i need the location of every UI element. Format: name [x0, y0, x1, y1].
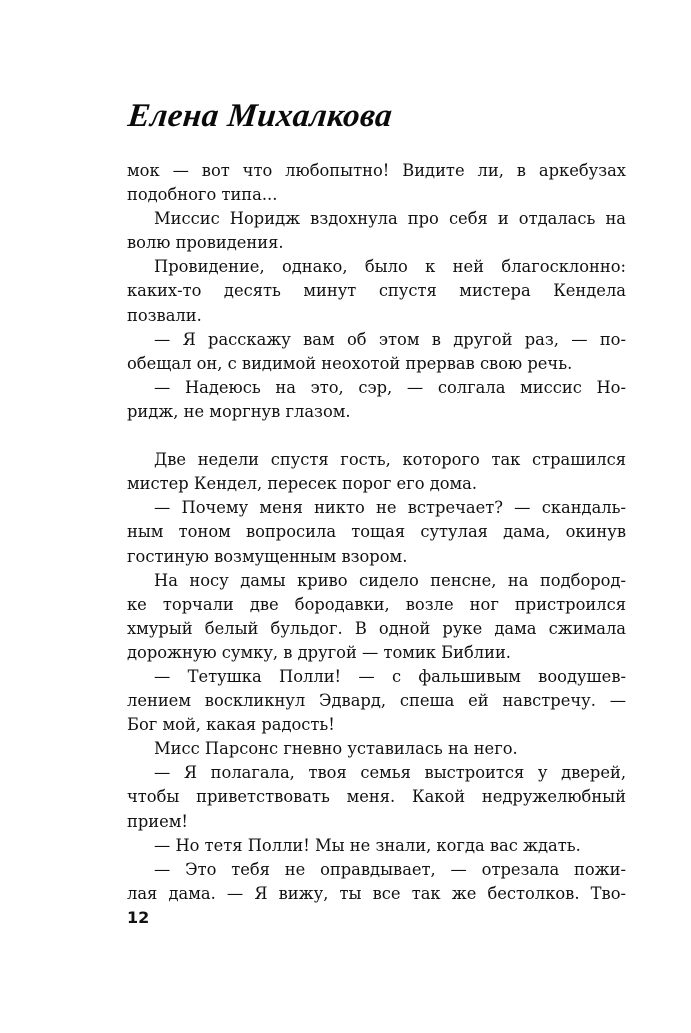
text-line: — Я полагала, твоя семья выстроится у дверей, — [154, 763, 626, 783]
text-line: подобного типа... — [127, 185, 278, 205]
page-body — [127, 159, 626, 906]
text-line: хмурый белый бульдог. В одной руке дама сжимала — [127, 618, 626, 638]
text-line: — Но тетя Полли! Мы не знали, когда вас ждать. — [154, 835, 581, 855]
text-line: Мисс Парсонс гневно уставилась на него. — [154, 739, 518, 759]
author-header: Елена Михалкова — [126, 98, 395, 134]
text-line: Бог мой, какая радость! — [127, 715, 335, 735]
text-line: чтобы приветствовать меня. Какой недружелюбный — [127, 787, 626, 807]
text-line: обещал он, с видимой неохотой прервав свою речь. — [127, 353, 573, 373]
text-line: дорожную сумку, в другой — томик Библии. — [127, 642, 511, 662]
text-line: позвали. — [127, 305, 202, 325]
text-line: гостиную возмущенным взором. — [127, 546, 408, 566]
text-line: На носу дамы криво сидело пенсне, на подбород- — [154, 570, 626, 590]
text-line: прием! — [127, 811, 188, 831]
text-line: мистер Кендел, пересек порог его дома. — [127, 474, 478, 494]
text-line: — Я расскажу вам об этом в другой раз, — по- — [154, 329, 626, 349]
page-number: 12 — [127, 908, 150, 927]
text-line: лением воскликнул Эдвард, спеша ей навстречу. — — [127, 691, 626, 711]
text-line: лая дама. — Я вижу, ты все так же бестолков. Тво- — [127, 883, 626, 903]
text-line: — Тетушка Полли! — с фальшивым воодушев- — [154, 666, 626, 686]
text-line: Миссис Норидж вздохнула про себя и отдалась на — [154, 209, 626, 229]
text-line: каких-то десять минут спустя мистера Кендела — [127, 281, 626, 301]
text-line: ным тоном вопросила тощая сутулая дама, окинув — [127, 522, 626, 542]
text-line: волю провидения. — [127, 233, 284, 253]
text-line: Две недели спустя гость, которого так страшился — [154, 450, 626, 470]
text-line: ке торчали две бородавки, возле ног пристроился — [127, 594, 626, 614]
section-break — [127, 424, 626, 448]
text-line: мок — вот что любопытно! Видите ли, в аркебузах — [127, 161, 626, 180]
text-line: — Почему меня никто не встречает? — скандаль- — [154, 498, 626, 518]
text-line: Провидение, однако, было к ней благосклонно: — [154, 257, 626, 277]
text-line: — Надеюсь на это, сэр, — солгала миссис Но- — [154, 377, 626, 397]
text-line: — Это тебя не оправдывает, — отрезала пожи- — [154, 859, 626, 879]
text-line: ридж, не моргнув глазом. — [127, 401, 351, 421]
